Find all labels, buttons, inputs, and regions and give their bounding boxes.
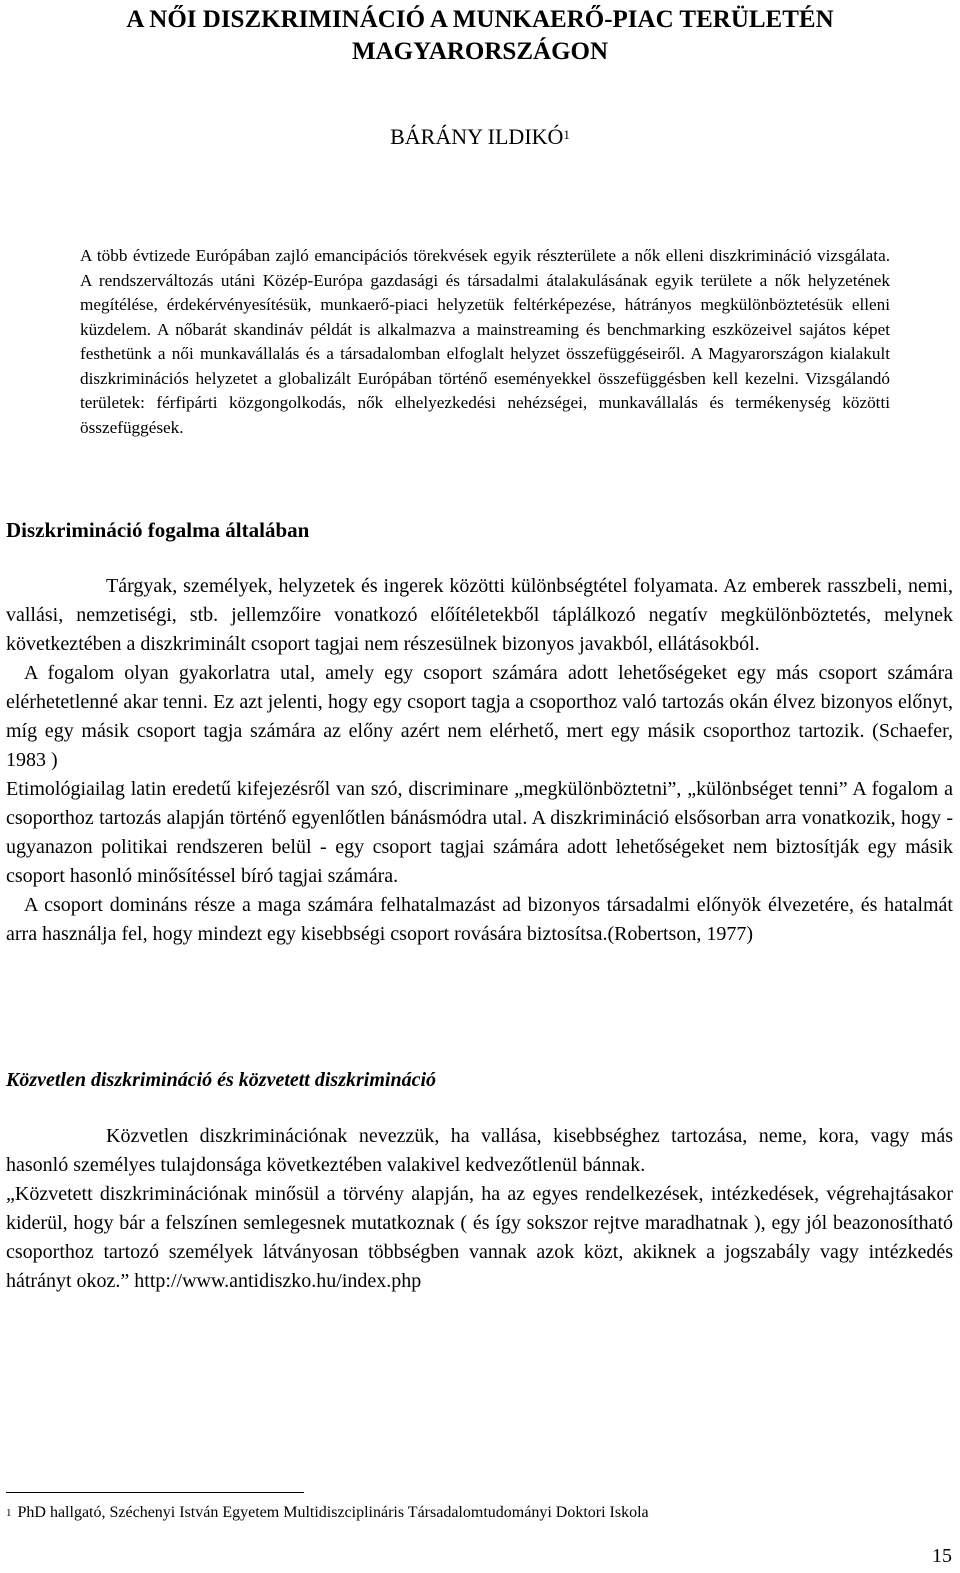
document-title xyxy=(0,4,960,68)
footnote xyxy=(6,1502,649,1524)
author-line xyxy=(0,123,960,151)
subsection-paragraph-1: Közvetlen diszkriminációnak nevezzük, ha vallása, kisebbséghez tartozása, neme, kora, vagy más hasonló személyes tulajdonsága következtében valakivel kedvezőtlenül bánnak. xyxy=(6,1125,953,1176)
page-number: 15 xyxy=(932,1545,952,1567)
footnote-text: PhD hallgató, Széchenyi István Egyetem Multidiszciplináris Társadalomtudományi Doktori Iskola xyxy=(17,1504,649,1521)
section-paragraph-2: A fogalom olyan gyakorlatra utal, amely egy csoport számára adott lehetőségeket egy más csoport számára elérhetetlenné akar tenni. Ez azt jelenti, hogy egy csoport tagja a csoporthoz való tartozás okán élvez bizonyos előnyt, míg egy másik csoport tagja számára az előny azért nem elérhető, mert egy másik csoporthoz tartozik. (Schaefer, 1983 ) xyxy=(6,662,953,771)
section-body xyxy=(6,572,953,949)
subsection-heading: Közvetlen diszkrimináció és közvetett diszkrimináció xyxy=(6,1069,436,1091)
subsection-body xyxy=(6,1122,953,1296)
title-line-2: MAGYARORSZÁGON xyxy=(351,38,609,65)
abstract: A több évtizede Európában zajló emancipációs törekvések egyik részterülete a nők elleni diszkrimináció vizsgálata. A rendszerváltozás utáni Közép-Európa gazdasági és társadalmi átalakulásának egyik területe a nők helyzetének megítélése, érdekérvényesítésük, munkaerő-piaci helyzetük feltérképezése, hátrányos megkülönböztetésük elleni küzdelem. A nőbarát skandináv példát is alkalmazva a mainstreaming és benchmarking eszközeivel sajátos képet festhetünk a női munkavállalás és a társadalomban elfoglalt helyzet összefüggéseiről. A Magyarországon kialakult diszkriminációs helyzetet a globalizált Európában történő eseményekkel összefüggésben kell kezelni. Vizsgálandó területek: férfipárti közgongolkodás, nők elhelyezkedési nehézségei, munkavállalás és termékenység közötti összefüggések. xyxy=(80,246,890,437)
author-name: BÁRÁNY ILDIKÓ xyxy=(390,124,564,149)
section-paragraph-4: A csoport domináns része a maga számára felhatalmazást ad bizonyos társadalmi előnyök élvezetére, és hatalmát arra használja fel, hogy mindezt egy kisebbségi csoport rovására biztosítsa.(Robertson, 1977) xyxy=(6,894,953,945)
section-paragraph-3: Etimológiailag latin eredetű kifejezésről van szó, discriminare „megkülönböztetni”, „különbséget tenni” A fogalom a csoporthoz tartozás alapján történő egyenlőtlen bánásmódra utal. A diszkrimináció elsősorban arra vonatkozik, hogy - ugyanazon politikai rendszeren belül - egy csoport tagjai számára adott lehetőségeket nem biztosítják egy másik csoport hasonló minősítéssel bíró tagjai számára. xyxy=(6,778,953,887)
author-footnote-mark: 1 xyxy=(563,127,570,142)
footnote-separator xyxy=(6,1492,304,1493)
subsection-paragraph-2: „Közvetett diszkriminációnak minősül a törvény alapján, ha az egyes rendelkezések, intézkedések, végrehajtásakor kiderül, hogy bár a felszínen semlegesnek mutatkoznak ( és így sokszor rejtve maradhatnak ), egy jól beazonosítható csoporthoz tartozó személyek látványosan többségben vannak azok közt, akiknek a jogszabály vagy intézkedés hátrányt okoz.” http://www.antidiszko.hu/index.php xyxy=(6,1183,953,1292)
section-paragraph-1: Tárgyak, személyek, helyzetek és ingerek közötti különbségtétel folyamata. Az emberek rasszbeli, nemi, vallási, nemzetiségi, stb. jellemzőire vonatkozó előítéletekből táplálkozó negatív megkülönböztetés, melynek következtében a diszkriminált csoport tagjai nem részesülnek bizonyos javakból, ellátásokból. xyxy=(6,575,953,655)
footnote-mark: 1 xyxy=(6,1507,12,1519)
title-line-1: A NŐI DISZKRIMINÁCIÓ A MUNKAERŐ-PIAC TERÜLETÉN xyxy=(126,6,834,33)
section-heading: Diszkrimináció fogalma általában xyxy=(6,518,310,542)
